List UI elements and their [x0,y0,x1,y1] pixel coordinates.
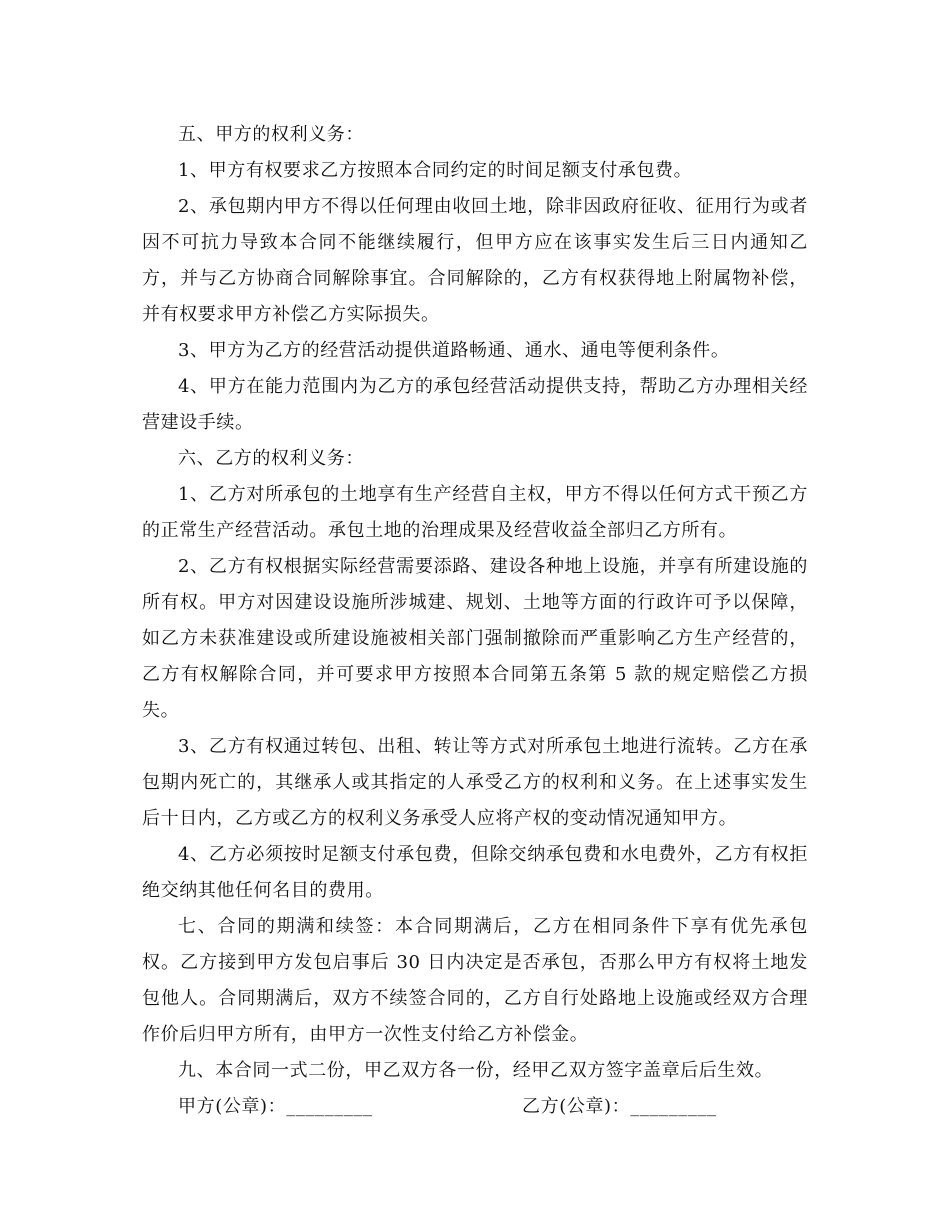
clause-a3: 3、甲方为乙方的经营活动提供道路畅通、通水、通电等便利条件。 [178,340,730,361]
clause-b1: 1、乙方对所承包的土地享有生产经营自主权，甲方不得以任何方式干预乙方的正常生产经营活动。承包土地的治理成果及经营收益全部归乙方所有。 [142,484,808,541]
section-expiry-renewal: 七、合同的期满和续签：本合同期满后，乙方在相同条件下享有优先承包权。乙方接到甲方发包启事后 30 日内决定是否承包，否那么甲方有权将土地发包他人。合同期满后，双方不续签合同的，乙方自行处路地上设施或经双方合理作价后归甲方所有，由甲方一次性支付给乙方补偿金。 [142,916,808,1045]
clause-a1: 1、甲方有权要求乙方按照本合同约定的时间足额支付承包费。 [178,160,693,181]
clause-b3: 3、乙方有权通过转包、出租、转让等方式对所承包土地进行流转。乙方在承包期内死亡的，其继承人或其指定的人承受乙方的权利和义务。在上述事实发生后十日内，乙方或乙方的权利义务承受人应将产权的变动情况通知甲方。 [142,736,808,829]
clause-a4: 4、甲方在能力范围内为乙方的承包经营活动提供支持，帮助乙方办理相关经营建设手续。 [142,376,808,433]
contract-body [142,117,808,1125]
section-copies-effect: 九、本合同一式二份，甲乙双方各一份，经甲乙双方签字盖章后后生效。 [178,1060,774,1081]
section-heading-party-a-rights: 五、甲方的权利义务： [178,124,364,145]
party-b-signature-line: 乙方(公章)：_________ [522,1096,717,1117]
party-a-signature-line: 甲方(公章)：_________ [178,1096,373,1117]
clause-a2: 2、承包期内甲方不得以任何理由收回土地，除非因政府征收、征用行为或者因不可抗力导致本合同不能继续履行，但甲方应在该事实发生后三日内通知乙方，并与乙方协商合同解除事宜。合同解除的，乙方有权获得地上附属物补偿，并有权要求甲方补偿乙方实际损失。 [142,196,808,325]
clause-b4: 4、乙方必须按时足额支付承包费，但除交纳承包费和水电费外，乙方有权拒绝交纳其他任何名目的费用。 [142,844,808,901]
signature-row [142,1089,808,1125]
section-heading-party-b-rights: 六、乙方的权利义务： [178,448,364,469]
clause-b2: 2、乙方有权根据实际经营需要添路、建设各种地上设施，并享有所建设施的所有权。甲方对因建设设施所涉城建、规划、土地等方面的行政许可予以保障，如乙方未获准建设或所建设施被相关部门强制撤除而严重影响乙方生产经营的，乙方有权解除合同，并可要求甲方按照本合同第五条第 5 款的规定赔偿乙方损失。 [142,556,808,721]
